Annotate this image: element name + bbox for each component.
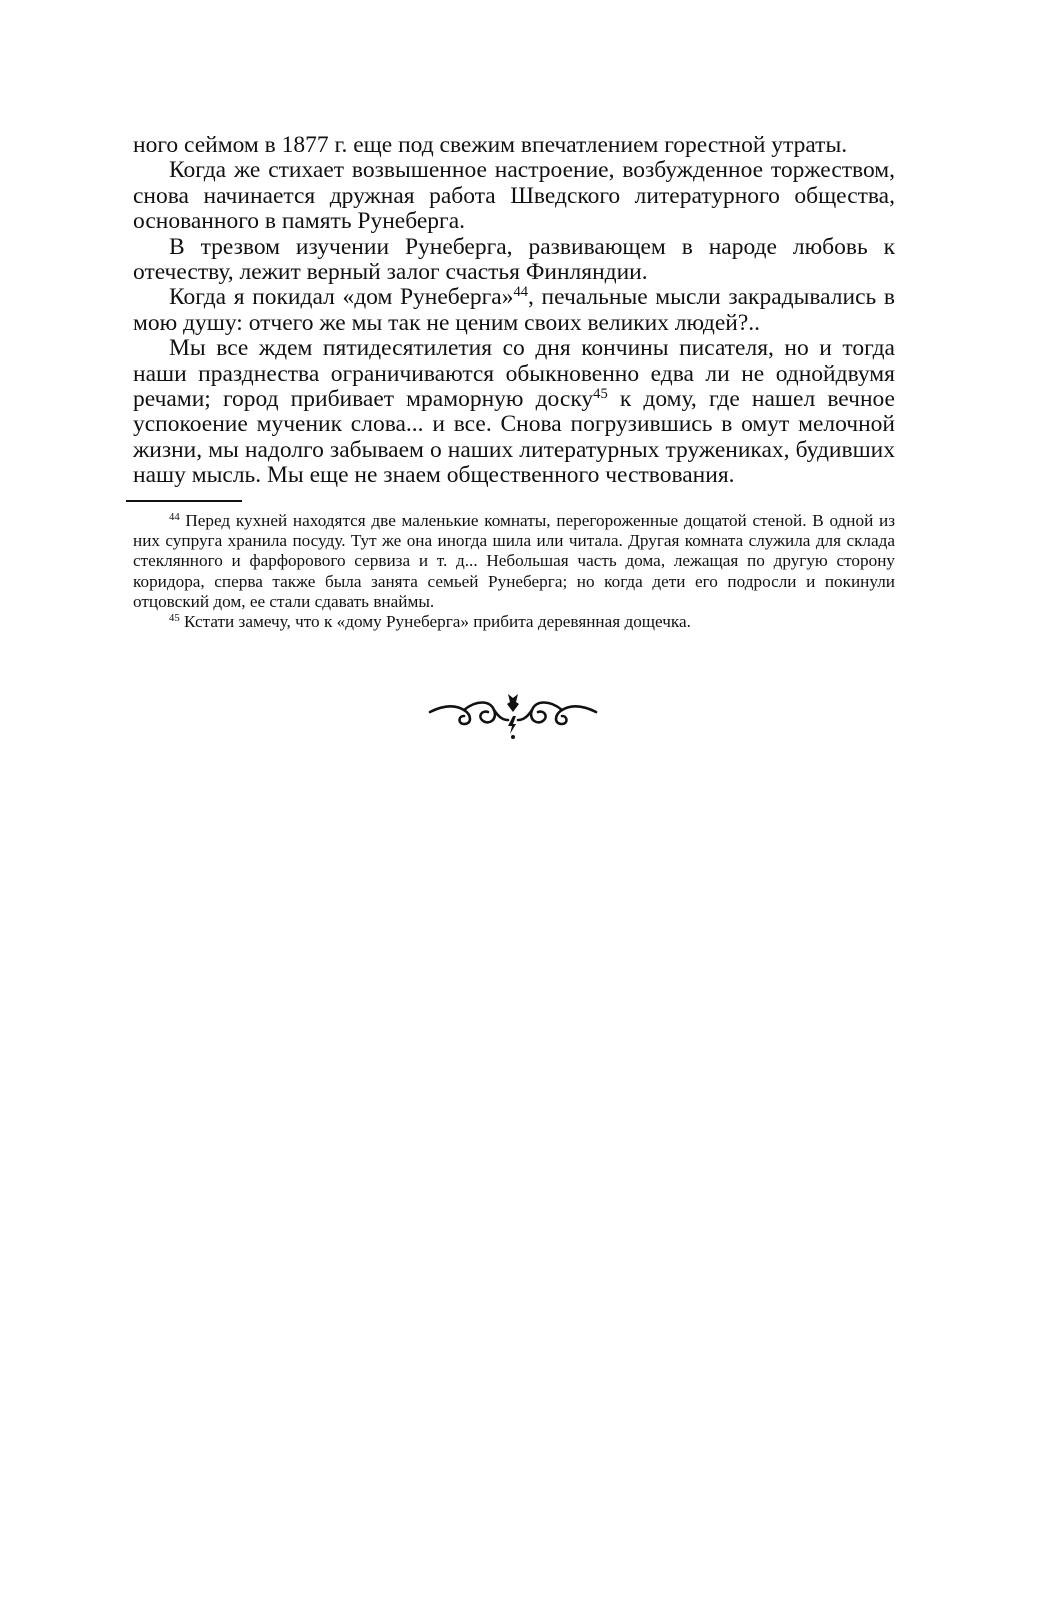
paragraph-text: Мы все ждем пятидесятилетия со дня кончины писателя, но и тогда наши празднества ограничиваются обыкновенно едва ли не однойдвумя речами; город прибивает мраморную доску bbox=[133, 335, 895, 413]
footnote-separator bbox=[126, 500, 242, 502]
footnote-text: Перед кухней находятся две маленькие комнаты, перегороженные дощатой стеной. В одной из них супруга хранила посуду. Тут же она иногда шила или читала. Другая комната служила для склада стеклянного и фарфорового сервиза и т. д... Небольшая часть дома, лежащая по другую сторону коридора, сперва также была занята семьей Рунеберга; но когда дети его подросли и покинули отцовский дом, ее стали сдавать внаймы. bbox=[133, 511, 895, 611]
paragraph bbox=[133, 336, 895, 488]
paragraph bbox=[133, 285, 895, 336]
paragraph: Когда же стихает возвышенное настроение, возбужденное торжеством, снова начинается дружная работа Шведского литературного общества, основанного в память Рунеберга. bbox=[133, 157, 895, 235]
footnote-number: 45 bbox=[169, 613, 180, 625]
paragraph-text: , печальные мысли закрадывались в мою душу: отчего же мы так не ценим своих великих людей?.. bbox=[133, 284, 895, 336]
footnote-reference[interactable]: 44 bbox=[513, 284, 529, 301]
paragraph-continuation: ного сеймом в 1877 г. еще под свежим впечатлением горестной утраты. bbox=[133, 132, 848, 158]
flourish-ornament-icon bbox=[428, 690, 598, 742]
footnote bbox=[133, 511, 895, 612]
footnote bbox=[133, 612, 895, 632]
footnote-reference[interactable]: 45 bbox=[593, 386, 608, 403]
paragraph: В трезвом изучении Рунеберга, развивающем в народе любовь к отечеству, лежит верный залог счастья Финляндии. bbox=[133, 233, 895, 286]
footnote-text: Кстати замечу, что к «дому Рунеберга» прибита деревянная дощечка. bbox=[179, 612, 691, 632]
footnotes bbox=[133, 511, 895, 632]
paragraph-text: к дому, где нашел вечное успокоение мученик слова... и все. Снова погрузившись в омут мелочной жизни, мы надолго забываем о наших литературных тружениках, будивших нашу мысль. Мы еще не знаем общественного чествования. bbox=[133, 386, 895, 489]
main-text bbox=[133, 133, 895, 489]
paragraph-text: Когда я покидал «дом Рунеберга» bbox=[169, 284, 514, 311]
footnote-number: 44 bbox=[169, 512, 180, 524]
